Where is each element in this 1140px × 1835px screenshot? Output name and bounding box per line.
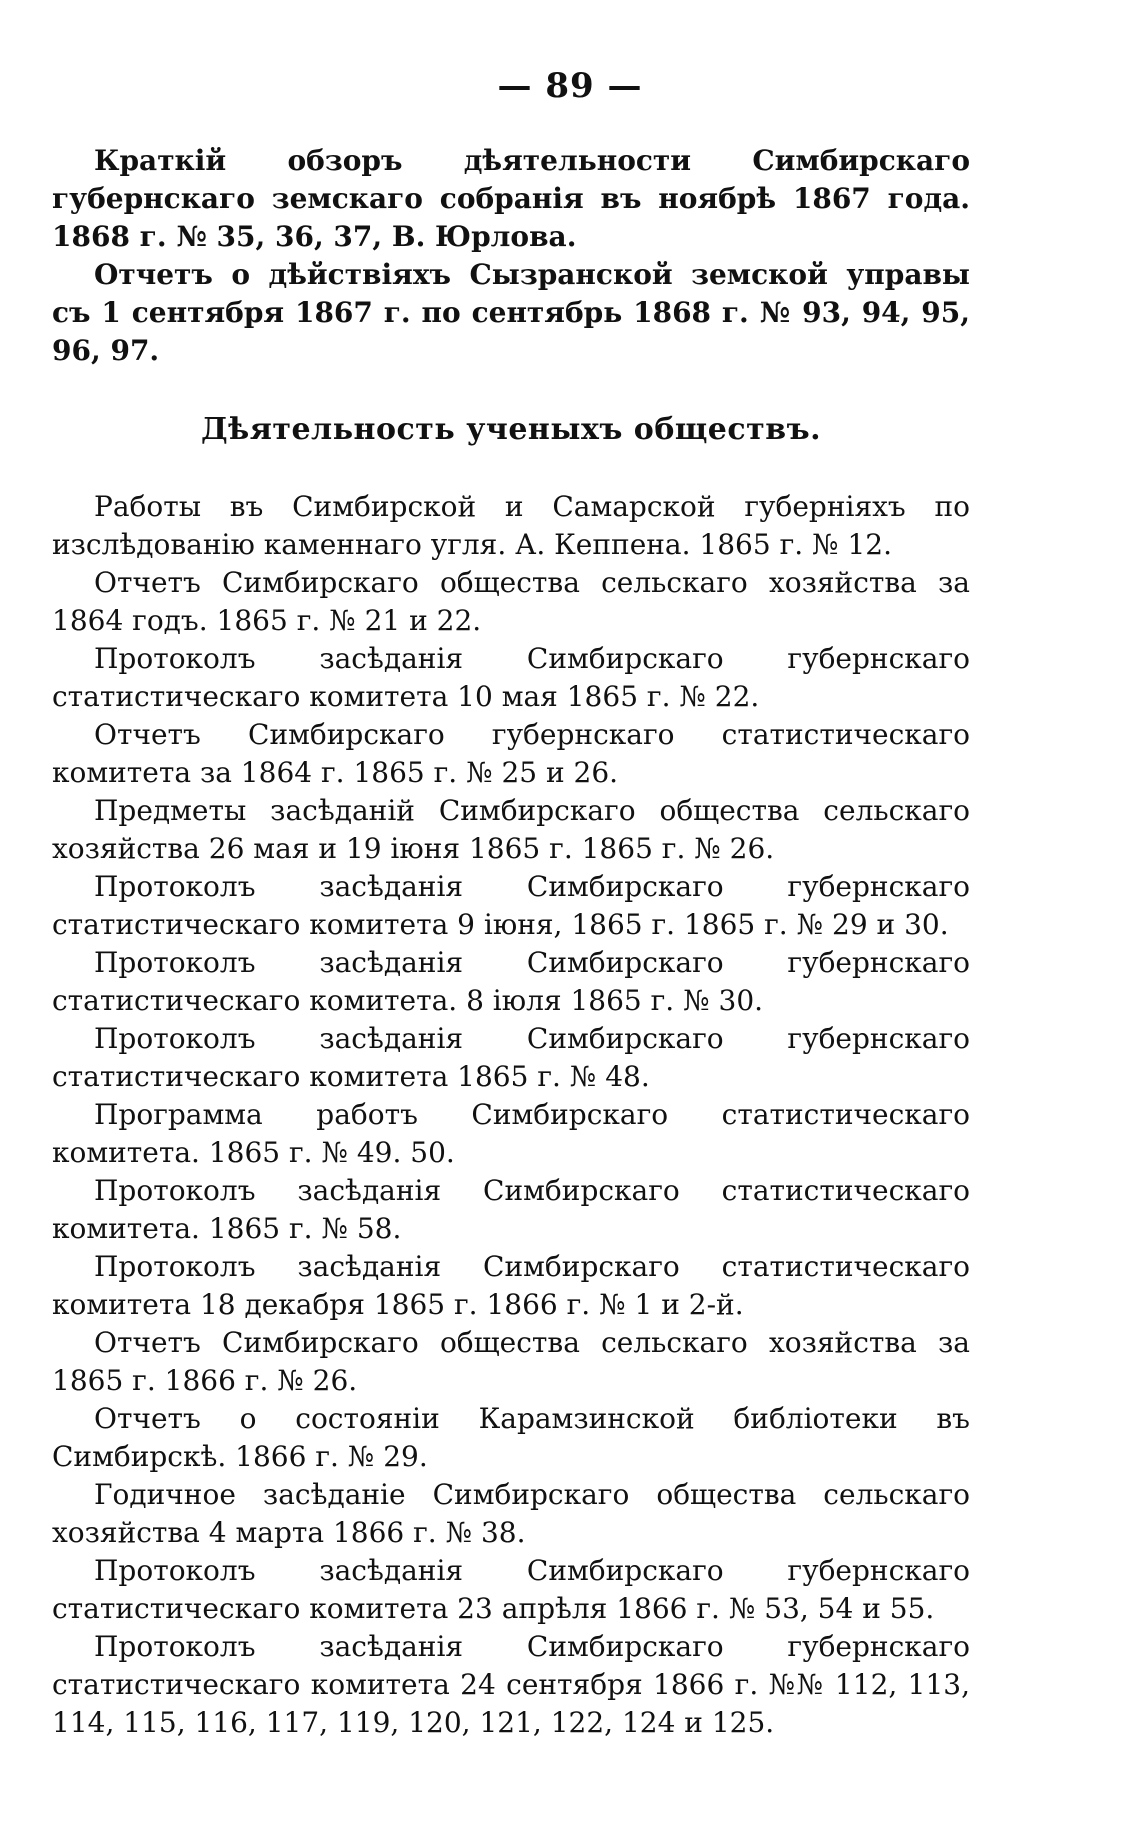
- list-item: Отчетъ Симбирскаго губернскаго статистическаго комитета за 1864 г. 1865 г. № 25 и 26.: [52, 718, 970, 789]
- page-content: [52, 142, 970, 1742]
- section-heading: Дѣятельность ученыхъ обществъ.: [200, 412, 822, 447]
- list-item: Протоколъ засѣданія Симбирскаго губернскаго статистическаго комитета 10 мая 1865 г. № 22.: [52, 642, 970, 713]
- list-item: Протоколъ засѣданія Симбирскаго губернскаго статистическаго комитета 23 апрѣля 1866 г. № 53, 54 и 55.: [52, 1554, 970, 1625]
- list-item: Протоколъ засѣданія Симбирскаго статистическаго комитета. 1865 г. № 58.: [52, 1174, 970, 1245]
- list-item: Годичное засѣданіе Симбирскаго общества сельскаго хозяйства 4 марта 1866 г. № 38.: [52, 1478, 970, 1549]
- list-item: Отчетъ Симбирскаго общества сельскаго хозяйства за 1864 годъ. 1865 г. № 21 и 22.: [52, 566, 970, 637]
- entry-syzran-zemstvo-report: Отчетъ о дѣйствіяхъ Сызранской земской управы съ 1 сентября 1867 г. по сентябрь 1868 г. № 93, 94, 95, 96, 97.: [52, 258, 970, 367]
- list-item: Предметы засѣданій Симбирскаго общества сельскаго хозяйства 26 мая и 19 іюня 1865 г. 1865 г. № 26.: [52, 794, 970, 865]
- list-item: Отчетъ о состояніи Карамзинской библіотеки въ Симбирскѣ. 1866 г. № 29.: [52, 1402, 970, 1473]
- list-item: Программа работъ Симбирскаго статистическаго комитета. 1865 г. № 49. 50.: [52, 1098, 970, 1169]
- list-item: Протоколъ засѣданія Симбирскаго губернскаго статистическаго комитета 9 іюня, 1865 г. 1865 г. № 29 и 30.: [52, 870, 970, 941]
- list-item: Протоколъ засѣданія Симбирскаго губернскаго статистическаго комитета 1865 г. № 48.: [52, 1022, 970, 1093]
- list-item: Протоколъ засѣданія Симбирскаго губернскаго статистическаго комитета 24 сентября 1866 г. №№ 112, 113, 114, 115, 116, 117, 119, 120, 121, 122, 124 и 125.: [52, 1630, 970, 1739]
- entry-gubernia-assembly-review: Краткій обзоръ дѣятельности Симбирскаго губернскаго земскаго собранія въ ноябрѣ 1867 года. 1868 г. № 35, 36, 37, В. Юрлова.: [52, 144, 970, 253]
- list-item: Работы въ Симбирской и Самарской губерніяхъ по изслѣдованію каменнаго угля. А. Кеппена. 1865 г. № 12.: [52, 490, 970, 561]
- list-item: Протоколъ засѣданія Симбирскаго статистическаго комитета 18 декабря 1865 г. 1866 г. № 1 и 2-й.: [52, 1250, 970, 1321]
- page-number: — 89 —: [497, 66, 643, 106]
- list-item: Отчетъ Симбирскаго общества сельскаго хозяйства за 1865 г. 1866 г. № 26.: [52, 1326, 970, 1397]
- list-item: Протоколъ засѣданія Симбирскаго губернскаго статистическаго комитета. 8 іюля 1865 г. № 30.: [52, 946, 970, 1017]
